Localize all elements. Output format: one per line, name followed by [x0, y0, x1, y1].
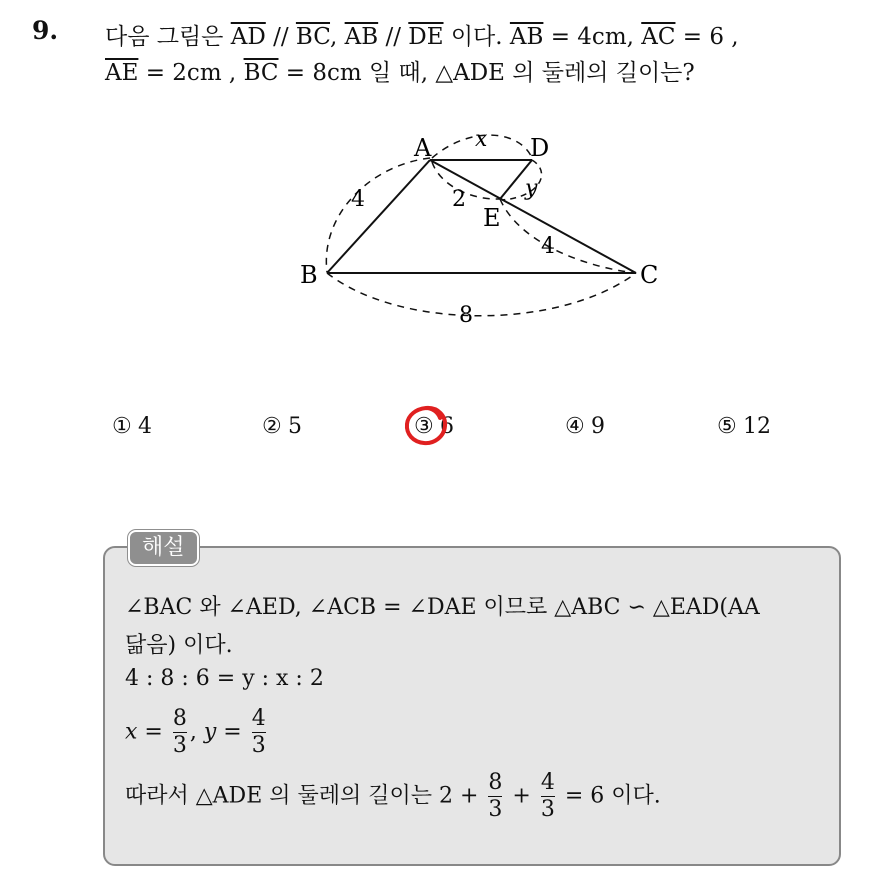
choice-2[interactable]	[262, 414, 302, 439]
label-de-y: y	[525, 176, 538, 201]
label-ae: 2	[452, 187, 466, 212]
numerator: 8	[488, 770, 503, 795]
var-y: y =	[203, 719, 242, 745]
choice-number	[414, 414, 440, 439]
point-b-label: B	[300, 261, 318, 289]
choice-1[interactable]	[112, 414, 152, 439]
fraction-x	[173, 706, 187, 759]
question-text: ,	[330, 24, 345, 50]
geometry-diagram	[0, 0, 884, 400]
label-ab: 4	[351, 187, 365, 212]
segment-ac: $\overline{AC}$	[641, 24, 676, 50]
choice-number: ①	[112, 414, 132, 439]
segment-ab: $\overline{AB}$	[344, 24, 379, 50]
choice-value: 5	[288, 414, 302, 439]
fraction-y	[252, 706, 266, 759]
point-a-label: A	[414, 134, 432, 162]
choice-number-text: ③	[414, 414, 434, 439]
fraction-8-3	[488, 770, 502, 823]
solution-line-5	[125, 770, 661, 823]
question-text: = 6 ,	[675, 24, 739, 50]
question-text: 이다.	[443, 24, 510, 50]
label-ad-x: x	[475, 127, 488, 152]
point-e-label: E	[483, 204, 501, 232]
arc-ab	[326, 158, 430, 272]
parallel-symbol: //	[378, 24, 409, 50]
segment-ad: $\overline{AD}$	[230, 24, 266, 50]
parallel-symbol: //	[265, 24, 296, 50]
point-c-label: C	[640, 261, 659, 289]
segment-bc: $\overline{BC}$	[243, 60, 279, 86]
choice-value: 6	[440, 414, 454, 439]
arc-bc	[327, 273, 636, 316]
solution-tag: 해설	[128, 530, 199, 566]
label-ec: 4	[541, 234, 555, 259]
separator: ,	[189, 719, 197, 745]
solution-line-4	[125, 706, 269, 759]
segment-de: $\overline{DE}$	[408, 24, 444, 50]
numerator: 4	[540, 770, 555, 795]
denominator: 3	[251, 733, 266, 758]
numerator: 4	[251, 706, 266, 731]
denominator: 3	[540, 797, 555, 822]
choice-number: ④	[565, 414, 585, 439]
denominator: 3	[172, 733, 187, 758]
choice-value: 12	[743, 414, 771, 439]
solution-text: = 6 이다.	[557, 783, 661, 809]
solution-line-3: 4 : 8 : 6 = y : x : 2	[125, 666, 324, 691]
point-d-label: D	[530, 134, 550, 162]
question-text: = 2cm ,	[138, 60, 244, 86]
segment-ae: $\overline{AE}$	[105, 60, 139, 86]
choice-number: ②	[262, 414, 282, 439]
label-bc: 8	[459, 303, 473, 328]
plus-sign: +	[505, 783, 538, 809]
solution-line-1: ∠BAC 와 ∠AED, ∠ACB = ∠DAE 이므로 △ABC ∽ △EAD(AA	[125, 595, 760, 620]
choice-value: 4	[138, 414, 152, 439]
side-ab	[327, 160, 430, 273]
question-text: 다음 그림은	[105, 24, 231, 50]
choice-value: 9	[591, 414, 605, 439]
segment-bc: $\overline{BC}$	[295, 24, 331, 50]
question-number: 9.	[32, 16, 59, 45]
choice-3[interactable]	[414, 414, 454, 439]
choice-5[interactable]	[717, 414, 771, 439]
var-x: x =	[125, 719, 163, 745]
denominator: 3	[488, 797, 503, 822]
solution-line-2: 닮음) 이다.	[125, 633, 233, 658]
question-text: = 4cm,	[543, 24, 642, 50]
segment-ab: $\overline{AB}$	[509, 24, 544, 50]
question-text: = 8cm 일 때, △ADE 의 둘레의 길이는?	[278, 60, 695, 86]
numerator: 8	[172, 706, 187, 731]
fraction-4-3	[541, 770, 555, 823]
choice-4[interactable]	[565, 414, 605, 439]
choice-number: ⑤	[717, 414, 737, 439]
solution-text: 따라서 △ADE 의 둘레의 길이는 2 +	[125, 783, 486, 809]
